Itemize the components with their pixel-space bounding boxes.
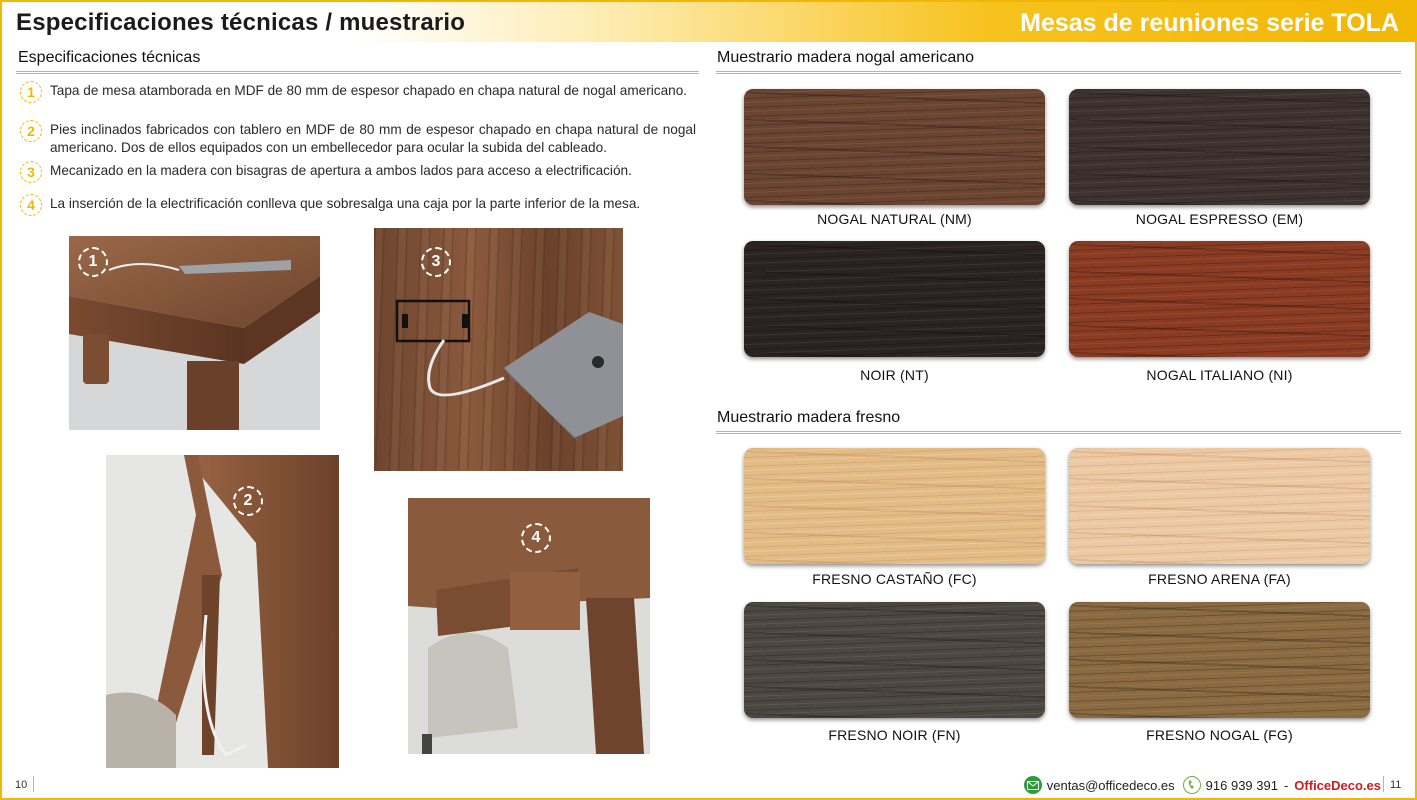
brand-link[interactable]: OfficeDeco.es <box>1294 777 1381 793</box>
page-number-left: 10 <box>15 779 28 791</box>
footer-contact <box>1024 776 1381 794</box>
ash-rule <box>716 431 1401 434</box>
photo-cable-access <box>374 228 623 471</box>
footer-separator: - <box>1283 777 1289 793</box>
swatch-fresno-noir[interactable] <box>744 602 1045 718</box>
swatch-label: FRESNO NOIR (FN) <box>828 727 961 743</box>
swatch-nogal-natural[interactable] <box>744 89 1045 205</box>
swatch-fresno-arena[interactable] <box>1069 448 1370 564</box>
inclined-leg-illustration <box>106 455 339 768</box>
swatch-noir[interactable] <box>744 241 1045 357</box>
spec-number: 2 <box>20 120 42 142</box>
email-icon <box>1024 776 1042 794</box>
phone-number[interactable]: 916 939 391 <box>1205 777 1278 793</box>
swatch-label: NOGAL NATURAL (NM) <box>817 211 972 227</box>
spec-text: Tapa de mesa atamborada en MDF de 80 mm de espesor chapado en chapa natural de nogal americano. <box>50 83 688 98</box>
phone-icon <box>1183 776 1201 794</box>
swatch-label: FRESNO ARENA (FA) <box>1148 571 1291 587</box>
page-divider <box>1383 776 1384 792</box>
spec-number: 1 <box>20 81 42 103</box>
page-number-right: 11 <box>1390 779 1402 791</box>
swatch-nogal-espresso[interactable] <box>1069 89 1370 205</box>
photo-badge: 2 <box>233 486 263 516</box>
photo-badge: 3 <box>421 247 451 277</box>
spec-number: 4 <box>20 194 42 216</box>
swatch-label: FRESNO NOGAL (FG) <box>1146 727 1293 743</box>
swatch-label: FRESNO CASTAÑO (FC) <box>812 571 977 587</box>
swatch-fresno-castano[interactable] <box>744 448 1045 564</box>
swatch-nogal-italiano[interactable] <box>1069 241 1370 357</box>
swatch-label: NOIR (NT) <box>860 367 929 383</box>
spec-number: 3 <box>20 161 42 183</box>
photo-badge: 1 <box>78 247 108 277</box>
spec-item <box>20 195 696 216</box>
photo-badge: 4 <box>521 523 551 553</box>
page-divider <box>33 776 34 792</box>
cable-access-illustration <box>374 228 623 471</box>
series-title: Mesas de reuniones serie TOLA <box>1020 9 1399 37</box>
email-link[interactable]: ventas@officedeco.es <box>1046 777 1175 793</box>
spec-text: Mecanizado en la madera con bisagras de apertura a ambos lados para acceso a electrificación. <box>50 163 632 178</box>
ash-heading: Muestrario madera fresno <box>717 409 901 426</box>
specs-heading: Especificaciones técnicas <box>18 49 201 66</box>
spec-item <box>20 121 696 157</box>
header-bar <box>2 2 1415 42</box>
spec-text: Pies inclinados fabricados con tablero en MDF de 80 mm de espesor chapado en chapa natural de nogal americano. Dos de ellos equipados con un embellecedor para ocular la subida del cableado. <box>50 122 696 155</box>
photo-electrification-box <box>408 498 650 754</box>
swatch-label: NOGAL ESPRESSO (EM) <box>1135 211 1304 227</box>
walnut-rule <box>716 71 1401 74</box>
spec-item <box>20 162 696 183</box>
spec-text: La inserción de la electrificación conlleva que sobresalga una caja por la parte inferior de la mesa. <box>50 196 641 211</box>
spec-item <box>20 82 696 103</box>
photo-inclined-leg <box>106 455 339 768</box>
photo-table-top <box>69 236 320 430</box>
swatch-label: NOGAL ITALIANO (NI) <box>1146 367 1293 383</box>
specs-rule <box>16 71 699 74</box>
walnut-heading: Muestrario madera nogal americano <box>717 49 975 66</box>
swatch-fresno-nogal[interactable] <box>1069 602 1370 718</box>
page-title: Especificaciones técnicas / muestrario <box>16 9 466 36</box>
